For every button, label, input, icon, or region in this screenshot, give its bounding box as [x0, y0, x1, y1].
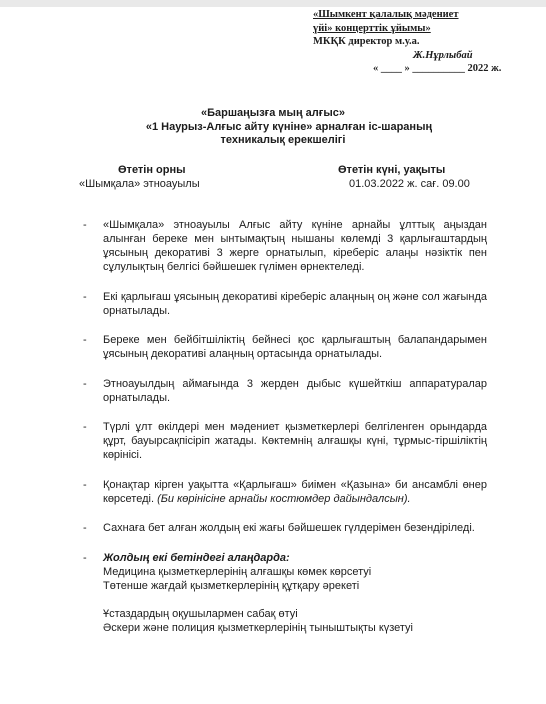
- approval-line: МКҚК директор м.у.а.: [313, 36, 420, 47]
- list-item-text: Этноауылдың аймағында 3 жерден дыбыс күшейткіш аппаратуралар орнатылады.: [103, 377, 487, 404]
- approval-line: үйі» концерттік ұйымы»: [313, 22, 431, 34]
- list-dash: -: [83, 377, 87, 390]
- list-dash: -: [83, 478, 87, 491]
- list-item: [83, 290, 487, 318]
- sub-line: Ұстаздардың оқушылармен сабақ өтуі: [103, 607, 298, 620]
- list-dash: -: [83, 290, 87, 303]
- approval-block: [313, 8, 513, 76]
- sub-line: Әскери және полиция қызметкерлерінің тыныштықты күзетуі: [103, 621, 413, 634]
- list-item: [83, 478, 487, 506]
- list-item-text: Қонақтар кірген уақытта «Қарлығаш» биімен «Қазына» би ансамблі өнер көрсетеді.: [103, 478, 487, 505]
- list-item-text: Сахнаға бет алған жолдың екі жағы бәйшешек гүлдерімен безендіріледі.: [103, 522, 475, 534]
- list-item: [83, 377, 487, 405]
- list-dash: -: [83, 551, 87, 564]
- approval-signature: Ж.Нұрлыбай: [413, 49, 473, 61]
- list-dash: -: [83, 522, 87, 534]
- list-dash: -: [83, 219, 87, 231]
- scan-edge: [0, 0, 546, 7]
- list-item: [83, 521, 487, 535]
- title-line: «1 Наурыз-Алғыс айту күніне» арналған іс-шараның: [145, 120, 433, 133]
- place-heading: Өтетін орны: [118, 164, 186, 176]
- date-value: 01.03.2022 ж. сағ. 09.00: [349, 178, 470, 190]
- list-dash: -: [83, 421, 87, 433]
- approval-line: «Шымкент қалалық мәдениет: [313, 9, 459, 20]
- list-item-note: (Би көрінісіне арнайы костюмдер дайындалсын).: [157, 492, 411, 505]
- list-item-text: Береке мен бейбітшіліктің бейнесі қос қарлығаштың балапандарымен ұясының декоративі алаңның ортасында орнатылады.: [103, 334, 487, 360]
- title-line: техникалық ерекшелігі: [220, 134, 346, 146]
- title-line: «Баршаңызға мың алғыс»: [201, 107, 345, 119]
- list-item: [83, 551, 487, 635]
- sub-spacer: [103, 593, 487, 607]
- list-item: [83, 333, 487, 361]
- sub-line: Төтенше жағдай қызметкерлерінің құтқару әрекеті: [103, 579, 360, 592]
- sub-line: Медицина қызметкерлерінің алғашқы көмек көрсетуі: [103, 565, 372, 578]
- date-heading: Өтетін күні, уақыты: [338, 164, 446, 176]
- list-item-text: Түрлі ұлт өкілдері мен мәдениет қызметкерлері белгіленген орындарда құрт, бауырсақпісіріп жатады. Көктемнің алғашқы күні, тұрмыс-тіршіліктің көрінісі.: [103, 421, 487, 461]
- list-item-text: Екі қарлығаш ұясының декоративі кіреберіс алаңның оң және сол жағында орнатылады.: [103, 290, 487, 317]
- place-value: «Шымқала» этноауылы: [79, 178, 200, 190]
- list-subheading: Жолдың екі бетіндегі алаңдарда:: [103, 551, 290, 564]
- list-item: [83, 218, 487, 274]
- list-item-text: «Шымқала» этноауылы Алғыс айту күніне арнайы ұлттық аңыздан алынған береке мен ынтымақтың нышаны көлемді 3 қарлығаштардың ұясының декоративі 3 жерге орнатылып, кіреберіс алаңы нәзіктік пен сұлулықтың белгісі бәйшешек гүлімен өрнектеледі.: [103, 219, 487, 273]
- list-dash: -: [83, 334, 87, 346]
- approval-date: « ____ » __________ 2022 ж.: [373, 63, 502, 74]
- document-title: [0, 107, 546, 148]
- list-item: [83, 420, 487, 462]
- spec-list: [83, 218, 487, 635]
